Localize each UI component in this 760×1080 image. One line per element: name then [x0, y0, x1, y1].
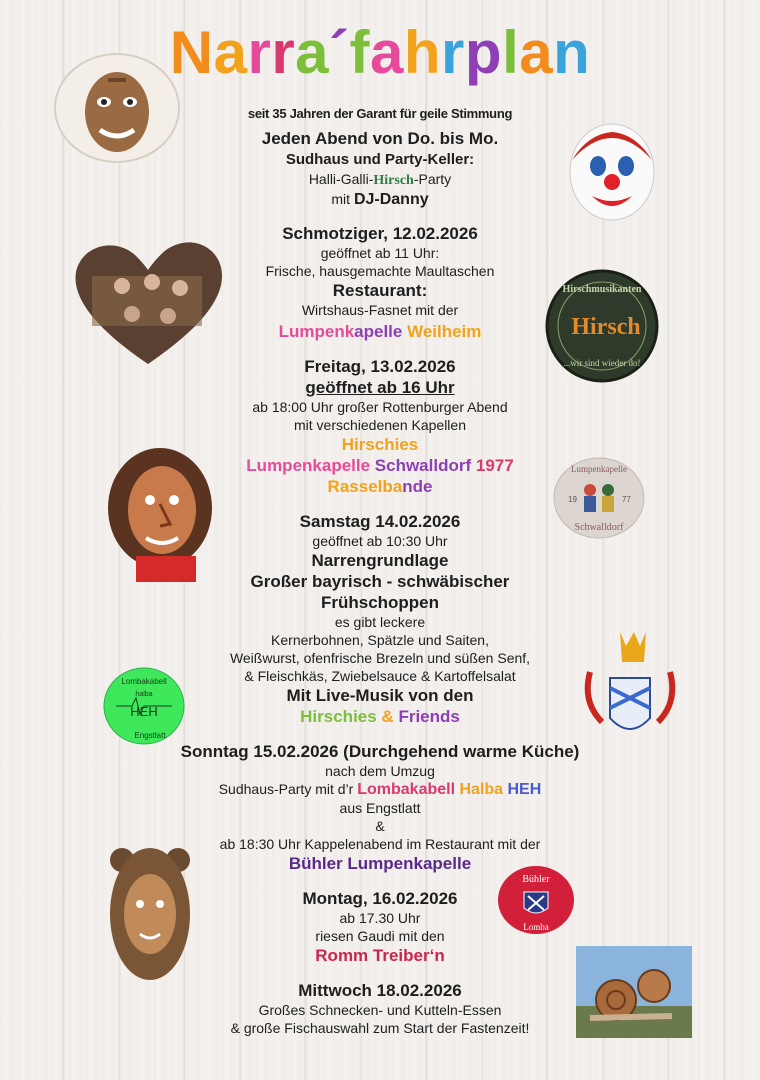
witch-mask-icon	[104, 444, 216, 584]
band-name: Romm Treiber‘n	[315, 946, 445, 965]
schedule-line: geöffnet ab 10:30 Uhr	[312, 533, 448, 549]
schedule-line: aus Engstlatt	[339, 800, 421, 816]
svg-text:19: 19	[568, 495, 577, 504]
schedule-line: Kernerbohnen, Spätzle und Saiten,	[271, 632, 489, 648]
svg-text:77: 77	[622, 495, 631, 504]
day-heading: Samstag 14.02.2026	[299, 512, 461, 531]
schedule-line: Restaurant:	[332, 281, 428, 300]
hirsch-brand: Hirsch	[373, 173, 414, 188]
band-name: Rasselbande	[327, 477, 433, 496]
lumpenkapelle-schwalldorf-badge	[552, 456, 646, 540]
poster-subtitle: seit 35 Jahren der Garant für geile Stimmung	[247, 106, 513, 121]
schedule-line: Sudhaus-Party mit d’r Lombakabell Halba HEH	[218, 781, 542, 798]
band-name: Bühler Lumpenkapelle	[288, 854, 472, 873]
svg-text:Bühler: Bühler	[522, 874, 550, 885]
schedule-line: & Fleischkäs, Zwiebelsauce & Kartoffelsalat	[244, 668, 516, 684]
intro-line: Jeden Abend von Do. bis Mo.	[261, 129, 499, 148]
schedule-line: & große Fischauswahl zum Start der Fastenzeit!	[230, 1020, 530, 1036]
title-letter: a	[213, 19, 248, 86]
schedule-line: Mit Live-Musik von den	[286, 686, 474, 705]
schedule-line: riesen Gaudi mit den	[315, 928, 445, 944]
schedule-line: Großes Schnecken- und Kutteln-Essen	[258, 1002, 502, 1018]
title-letter: a	[370, 19, 404, 86]
coat-of-arms-icon	[580, 622, 680, 746]
party-photo-heart-icon	[72, 236, 224, 366]
schedule-line: geöffnet ab 11 Uhr:	[320, 245, 440, 261]
svg-text:Hirsch: Hirsch	[571, 314, 641, 340]
schedule-line: Frische, hausgemachte Maultaschen	[265, 263, 495, 279]
schedule-line: Frühschoppen	[320, 593, 440, 612]
fool-mask-white-hair-icon	[52, 50, 182, 165]
day-heading: Sonntag 15.02.2026 (Durchgehend warme Küche)	[180, 742, 580, 761]
title-letter: r	[247, 19, 272, 86]
title-letter: r	[441, 19, 465, 86]
title-letter: n	[553, 19, 591, 86]
clown-mask-icon	[566, 120, 658, 225]
schedule-line: nach dem Umzug	[325, 763, 435, 779]
day-heading: Montag, 16.02.2026	[302, 889, 458, 908]
band-name: Lumpenkapelle Weilheim	[278, 322, 482, 341]
schedule-line: es gibt leckere	[334, 614, 426, 630]
svg-text:Engstlatt: Engstlatt	[134, 731, 166, 740]
schedule-line: geöffnet ab 16 Uhr	[305, 378, 455, 397]
snails-photo-icon	[576, 946, 692, 1038]
schedule-line: ab 18:30 Uhr Kappelenabend im Restaurant mit der	[219, 836, 541, 852]
title-letter: f	[349, 19, 371, 86]
schedule-line: Großer bayrisch - schwäbischer	[250, 572, 510, 591]
schedule-line: ab 18:00 Uhr großer Rottenburger Abend	[252, 399, 508, 415]
title-letter: N	[169, 19, 214, 86]
band-name: Hirschies	[341, 435, 419, 454]
day-heading: Schmotziger, 12.02.2026	[282, 224, 478, 243]
svg-text:...wir sind wieder do!: ...wir sind wieder do!	[563, 358, 641, 368]
day-heading: Freitag, 13.02.2026	[304, 357, 456, 376]
title-letter: ´	[329, 19, 350, 86]
svg-text:Schwalldorf: Schwalldorf	[574, 522, 624, 533]
svg-text:Hirschmusikanten: Hirschmusikanten	[562, 284, 642, 295]
day-heading: Mittwoch 18.02.2026	[298, 981, 462, 1000]
dj-name: DJ-Danny	[353, 191, 429, 208]
intro-line: Halli-Galli-Hirsch-Party	[308, 171, 452, 188]
schedule-line: &	[375, 818, 385, 834]
schedule-line: Weißwurst, ofenfrische Brezeln und süßen Senf,	[229, 650, 531, 666]
schedule-line: Wirtshaus-Fasnet mit der	[301, 302, 459, 318]
band-name: Lumpenkapelle Schwalldorf 1977	[246, 456, 514, 475]
lombakabell-halba-badge	[102, 666, 186, 746]
svg-text:Lombakabell: Lombakabell	[121, 677, 167, 686]
svg-text:halba: halba	[135, 691, 153, 698]
hirschmusikanten-badge	[544, 268, 660, 384]
title-letter: a	[295, 19, 330, 86]
band-name: Hirschies & Friends	[300, 707, 460, 726]
title-letter: l	[502, 19, 520, 86]
schedule-line: ab 17.30 Uhr	[339, 910, 421, 926]
intro-line: mit DJ-Danny	[331, 191, 429, 208]
svg-text:Lomba: Lomba	[523, 922, 549, 932]
schedule-line: mit verschiedenen Kapellen	[294, 417, 466, 433]
svg-text:HEH: HEH	[130, 704, 158, 719]
buehler-lomba-badge	[496, 864, 576, 936]
title-letter: p	[464, 19, 503, 86]
title-letter: a	[519, 19, 554, 86]
svg-text:Lumpenkapelle: Lumpenkapelle	[571, 464, 627, 474]
title-letter: h	[403, 19, 442, 86]
title-letter: r	[271, 19, 296, 86]
bear-mask-icon	[106, 842, 194, 984]
intro-line: Sudhaus und Party-Keller:	[285, 151, 475, 168]
schedule-line: Narrengrundlage	[311, 551, 449, 570]
